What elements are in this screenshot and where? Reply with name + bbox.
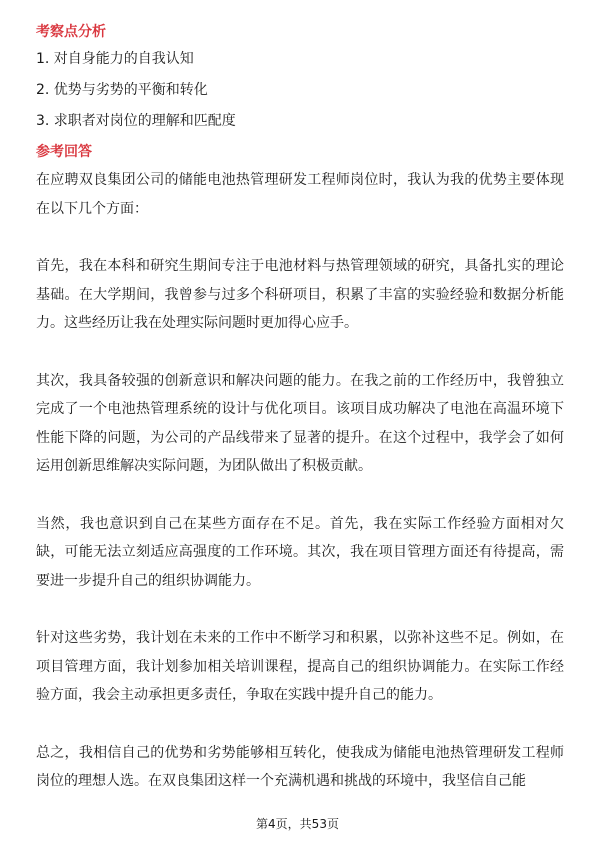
answer-paragraph-conclusion: 总之，我相信自己的优势和劣势能够相互转化，使我成为储能电池热管理研发工程师岗位的理想人选。在双良集团这样一个充满机遇和挑战的环境中，我坚信自己能: [36, 744, 564, 789]
answer-paragraph-first: 首先，我在本科和研究生期间专注于电池材料与热管理领域的研究，具备扎实的理论基础。在大学期间，我曾参与过多个科研项目，积累了丰富的实验经验和数据分析能力。这些经历让我在处理实际问题时更加得心应手。: [36, 258, 564, 331]
page-content: [36, 22, 564, 825]
page-number: 第4页，共53页: [256, 817, 339, 831]
answer-paragraph-plan: 针对这些劣势，我计划在未来的工作中不断学习和积累，以弥补这些不足。例如，在项目管理方面，我计划参加相关培训课程，提高自己的组织协调能力。在实际工作经验方面，我会主动承担更多责任，争取在实践中提升自己的能力。: [36, 630, 564, 703]
analysis-point: 1. 对自身能力的自我认知: [36, 51, 194, 67]
analysis-point-list: [36, 49, 564, 131]
analysis-point: 3. 求职者对岗位的理解和匹配度: [36, 113, 236, 129]
answer-paragraph-second: 其次，我具备较强的创新意识和解决问题的能力。在我之前的工作经历中，我曾独立完成了一个电池热管理系统的设计与优化项目。该项目成功解决了电池在高温环境下性能下降的问题，为公司的产品线带来了显著的提升。在这个过程中，我学会了如何运用创新思维解决实际问题，为团队做出了积极贡献。: [36, 372, 564, 474]
analysis-heading: 考察点分析: [36, 24, 106, 40]
answer-paragraph-intro: 在应聘双良集团公司的储能电池热管理研发工程师岗位时，我认为我的优势主要体现在以下几个方面：: [36, 172, 564, 217]
answer-heading: 参考回答: [36, 144, 92, 160]
answer-paragraph-weakness: 当然，我也意识到自己在某些方面存在不足。首先，我在实际工作经验方面相对欠缺，可能无法立刻适应高强度的工作环境。其次，我在项目管理方面还有待提高，需要进一步提升自己的组织协调能力。: [36, 515, 564, 589]
analysis-point: 2. 优势与劣势的平衡和转化: [36, 82, 208, 98]
